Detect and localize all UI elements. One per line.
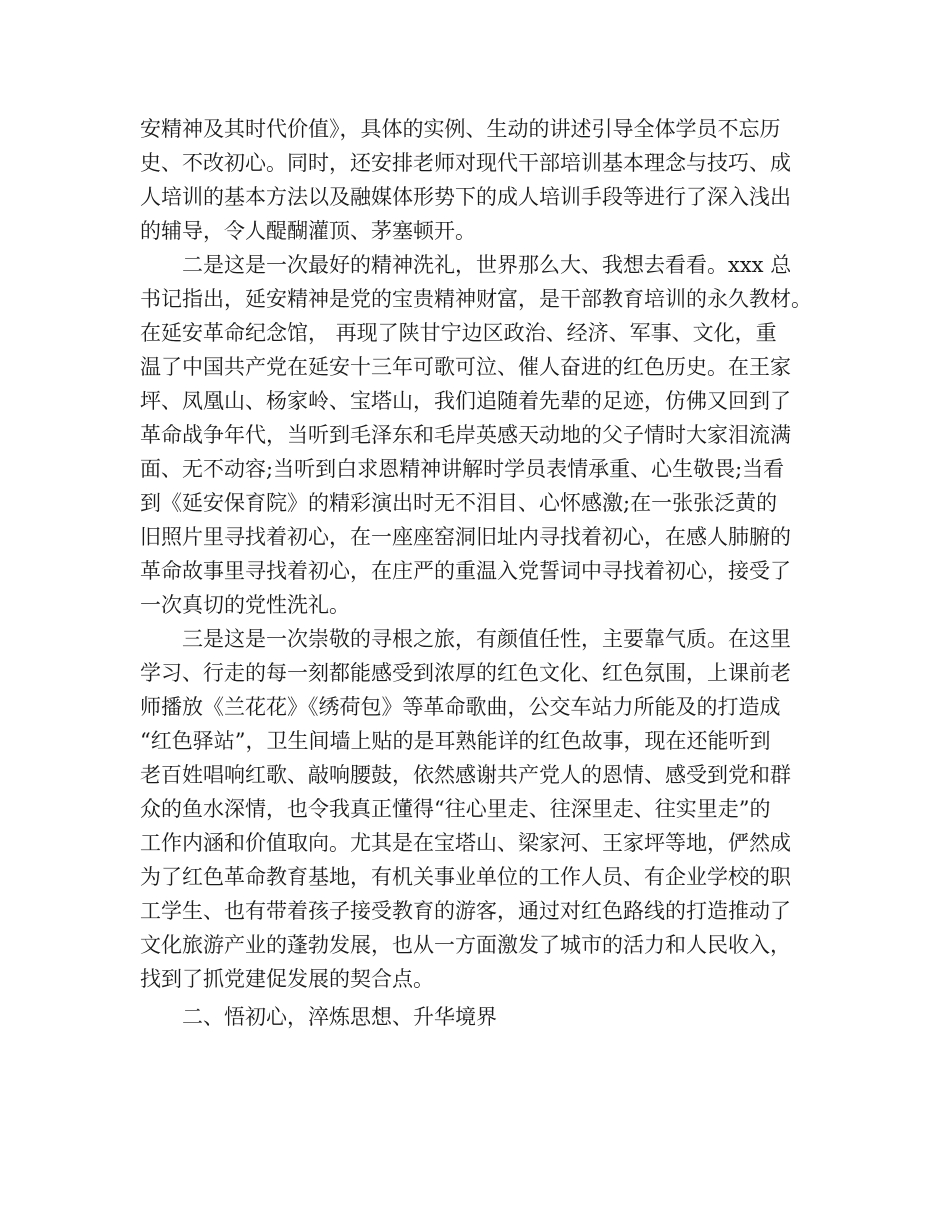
text-line: 师播放《兰花花》《绣荷包》等革命歌曲，公交车站力所能及的打造成 bbox=[140, 695, 781, 719]
text-line: 一次真切的党性洗礼。 bbox=[140, 593, 350, 617]
text-line: 史、不改初心。同时，还安排老师对现代干部培训基本理念与技巧、成 bbox=[140, 151, 791, 175]
text-line: 众的鱼水深情，也令我真正懂得“往心里走、往深里走、往实里走”的 bbox=[140, 797, 771, 821]
text-line: 面、无不动容;当听到白求恩精神讲解时学员表情承重、心生敬畏;当看 bbox=[140, 457, 785, 481]
text-line: 为了红色革命教育基地，有机关事业单位的工作人员、有企业学校的职 bbox=[140, 865, 791, 889]
text-line: 书记指出，延安精神是党的宝贵精神财富，是干部教育培训的永久教材。 bbox=[140, 287, 812, 311]
text-line: 的辅导，令人醍醐灌顶、茅塞顿开。 bbox=[140, 219, 476, 243]
text-line: “红色驿站”，卫生间墙上贴的是耳熟能详的红色故事，现在还能听到 bbox=[140, 729, 771, 753]
text-line: 在延安革命纪念馆， 再现了陕甘宁边区政治、经济、军事、文化，重 bbox=[140, 321, 777, 345]
text-line: 找到了抓党建促发展的契合点。 bbox=[140, 967, 434, 991]
body-text bbox=[140, 112, 830, 1034]
text-line: 工作内涵和价值取向。尤其是在宝塔山、梁家河、王家坪等地，俨然成 bbox=[140, 831, 791, 855]
text-line: 旧照片里寻找着初心，在一座座窑洞旧址内寻找着初心，在感人肺腑的 bbox=[140, 525, 791, 549]
text-line: 人培训的基本方法以及融媒体形势下的成人培训手段等进行了深入浅出 bbox=[140, 185, 791, 209]
text-line: 到《延安保育院》的精彩演出时无不泪目、心怀感激;在一张张泛黄的 bbox=[140, 491, 778, 515]
paragraph-start-line: 三是这是一次崇敬的寻根之旅，有颜值任性，主要靠气质。在这里 bbox=[182, 627, 791, 651]
text-line: 老百姓唱响红歌、敲响腰鼓，依然感谢共产党人的恩情、感受到党和群 bbox=[140, 763, 791, 787]
text-line: 工学生、也有带着孩子接受教育的游客，通过对红色路线的打造推动了 bbox=[140, 899, 791, 923]
text-line: 坪、凤凰山、杨家岭、宝塔山，我们追随着先辈的足迹，仿佛又回到了 bbox=[140, 389, 791, 413]
text-line: 学习、行走的每一刻都能感受到浓厚的红色文化、红色氛围，上课前老 bbox=[140, 661, 791, 685]
paragraph-start-line: 二是这是一次最好的精神洗礼，世界那么大、我想去看看。xxx 总 bbox=[182, 253, 792, 277]
text-line: 安精神及其时代价值》，具体的实例、生动的讲述引导全体学员不忘历 bbox=[140, 117, 781, 141]
text-line: 革命战争年代，当听到毛泽东和毛岸英感天动地的父子情时大家泪流满 bbox=[140, 423, 791, 447]
section-heading: 二、悟初心，淬炼思想、升华境界 bbox=[182, 1005, 497, 1029]
text-line: 温了中国共产党在延安十三年可歌可泣、催人奋进的红色历史。在王家 bbox=[140, 355, 791, 379]
text-line: 文化旅游产业的蓬勃发展，也从一方面激发了城市的活力和人民收入， bbox=[140, 933, 791, 957]
text-line: 革命故事里寻找着初心，在庄严的重温入党誓词中寻找着初心，接受了 bbox=[140, 559, 791, 583]
